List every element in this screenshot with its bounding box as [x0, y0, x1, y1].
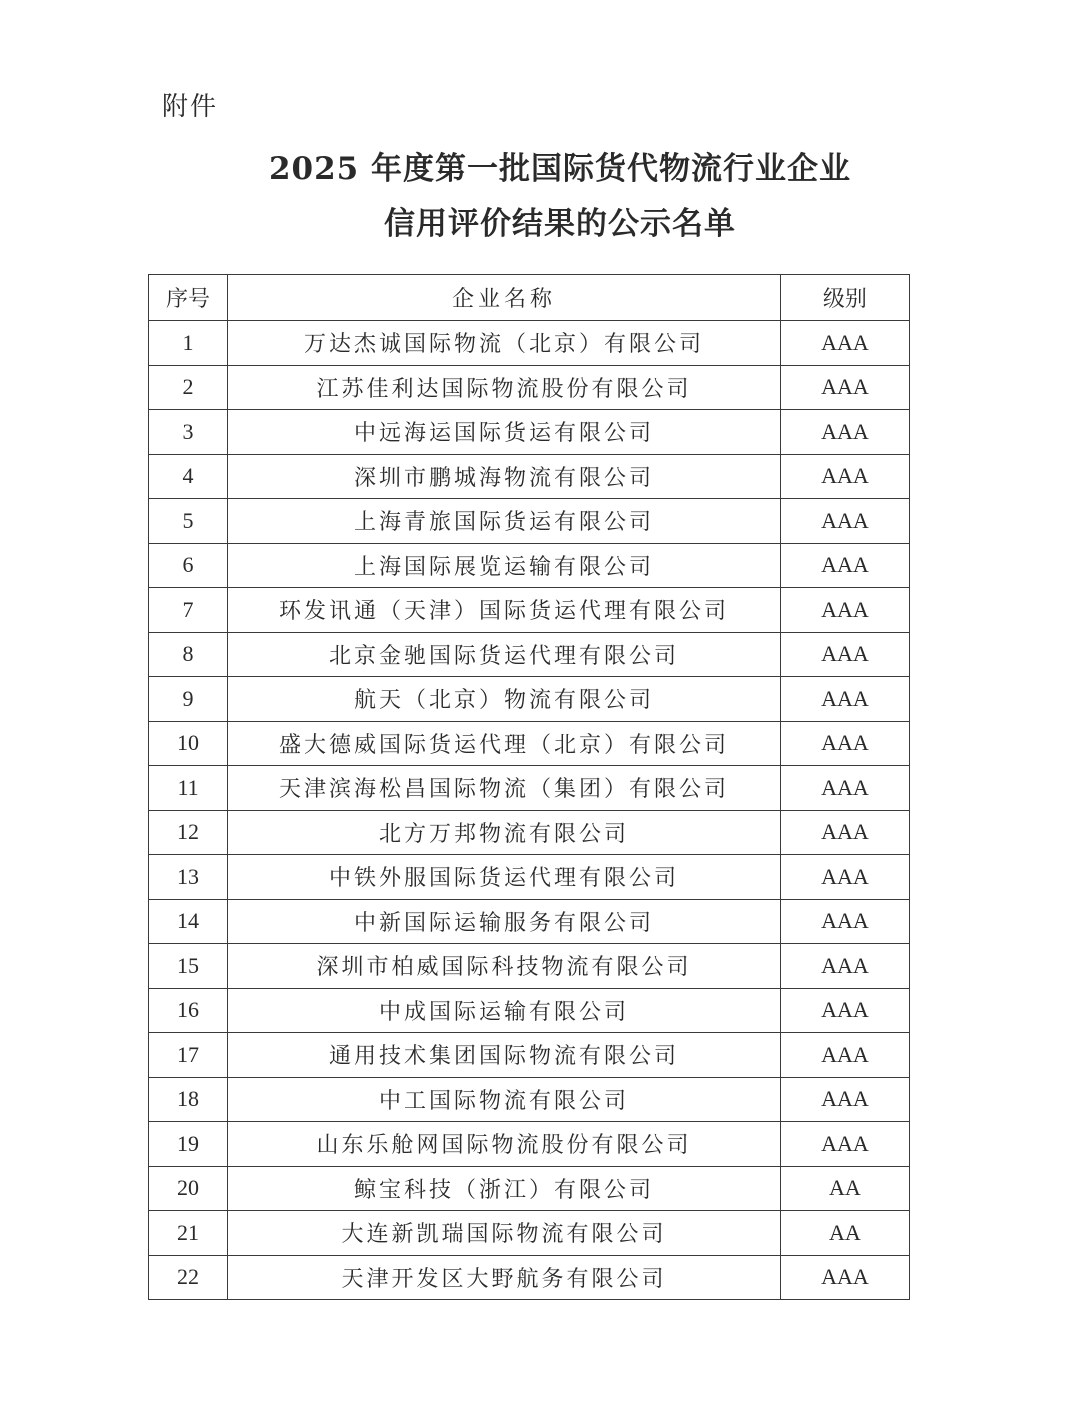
company-name: 北京金驰国际货运代理有限公司	[228, 632, 781, 677]
credit-level: AAA	[780, 321, 909, 366]
table-row	[149, 721, 910, 766]
attachment-label: 附件	[162, 92, 219, 122]
company-name: 盛大德威国际货运代理（北京）有限公司	[228, 721, 781, 766]
company-name: 深圳市柏威国际科技物流有限公司	[228, 944, 781, 989]
row-number: 11	[149, 766, 228, 811]
header-company-name: 企业名称	[228, 275, 781, 321]
credit-level: AAA	[780, 1122, 909, 1167]
credit-level: AAA	[780, 988, 909, 1033]
table-row	[149, 1077, 910, 1122]
credit-level: AA	[780, 1211, 909, 1256]
table-row	[149, 899, 910, 944]
credit-level: AAA	[780, 1077, 909, 1122]
table-row	[149, 543, 910, 588]
table-row	[149, 1122, 910, 1167]
table-row	[149, 499, 910, 544]
company-name: 鲸宝科技（浙江）有限公司	[228, 1166, 781, 1211]
document-title-line-1: 2025 年度第一批国际货代物流行业企业	[268, 151, 852, 187]
credit-level: AAA	[780, 365, 909, 410]
credit-results-table	[148, 274, 910, 1300]
company-name: 天津滨海松昌国际物流（集团）有限公司	[228, 766, 781, 811]
table-row	[149, 1211, 910, 1256]
row-number: 22	[149, 1255, 228, 1300]
credit-level: AAA	[780, 677, 909, 722]
table-row	[149, 588, 910, 633]
table-row	[149, 944, 910, 989]
credit-level: AA	[780, 1166, 909, 1211]
company-name: 深圳市鹏城海物流有限公司	[228, 454, 781, 499]
credit-level: AAA	[780, 1255, 909, 1300]
company-name: 中远海运国际货运有限公司	[228, 410, 781, 455]
table-row	[149, 454, 910, 499]
header-no: 序号	[149, 275, 228, 321]
row-number: 5	[149, 499, 228, 544]
table-row	[149, 988, 910, 1033]
table-row	[149, 810, 910, 855]
credit-level: AAA	[780, 632, 909, 677]
company-name: 中铁外服国际货运代理有限公司	[228, 855, 781, 900]
row-number: 18	[149, 1077, 228, 1122]
row-number: 6	[149, 543, 228, 588]
credit-level: AAA	[780, 1033, 909, 1078]
row-number: 4	[149, 454, 228, 499]
company-name: 天津开发区大野航务有限公司	[228, 1255, 781, 1300]
row-number: 7	[149, 588, 228, 633]
company-name: 上海青旅国际货运有限公司	[228, 499, 781, 544]
row-number: 1	[149, 321, 228, 366]
company-name: 山东乐舱网国际物流股份有限公司	[228, 1122, 781, 1167]
company-name: 中成国际运输有限公司	[228, 988, 781, 1033]
header-level: 级别	[780, 275, 909, 321]
row-number: 8	[149, 632, 228, 677]
row-number: 21	[149, 1211, 228, 1256]
company-name: 上海国际展览运输有限公司	[228, 543, 781, 588]
row-number: 14	[149, 899, 228, 944]
table-row	[149, 677, 910, 722]
company-name: 江苏佳利达国际物流股份有限公司	[228, 365, 781, 410]
table-row	[149, 365, 910, 410]
credit-level: AAA	[780, 543, 909, 588]
document-title-line-2: 信用评价结果的公示名单	[384, 206, 736, 242]
credit-level: AAA	[780, 499, 909, 544]
company-name: 中工国际物流有限公司	[228, 1077, 781, 1122]
credit-level: AAA	[780, 766, 909, 811]
company-name: 环发讯通（天津）国际货运代理有限公司	[228, 588, 781, 633]
table-row	[149, 410, 910, 455]
credit-level: AAA	[780, 855, 909, 900]
table-row	[149, 632, 910, 677]
row-number: 9	[149, 677, 228, 722]
row-number: 15	[149, 944, 228, 989]
company-name: 中新国际运输服务有限公司	[228, 899, 781, 944]
credit-level: AAA	[780, 588, 909, 633]
company-name: 万达杰诚国际物流（北京）有限公司	[228, 321, 781, 366]
table-body	[149, 321, 910, 1300]
credit-level: AAA	[780, 410, 909, 455]
company-name: 北方万邦物流有限公司	[228, 810, 781, 855]
row-number: 16	[149, 988, 228, 1033]
table-row	[149, 1255, 910, 1300]
row-number: 13	[149, 855, 228, 900]
credit-level: AAA	[780, 721, 909, 766]
row-number: 20	[149, 1166, 228, 1211]
row-number: 3	[149, 410, 228, 455]
table-header-row	[149, 275, 910, 321]
credit-level: AAA	[780, 944, 909, 989]
company-name: 大连新凯瑞国际物流有限公司	[228, 1211, 781, 1256]
row-number: 12	[149, 810, 228, 855]
table-row	[149, 1033, 910, 1078]
credit-level: AAA	[780, 810, 909, 855]
company-name: 通用技术集团国际物流有限公司	[228, 1033, 781, 1078]
row-number: 17	[149, 1033, 228, 1078]
credit-level: AAA	[780, 899, 909, 944]
row-number: 2	[149, 365, 228, 410]
table-row	[149, 1166, 910, 1211]
row-number: 10	[149, 721, 228, 766]
company-name: 航天（北京）物流有限公司	[228, 677, 781, 722]
table-row	[149, 766, 910, 811]
table-row	[149, 321, 910, 366]
credit-level: AAA	[780, 454, 909, 499]
row-number: 19	[149, 1122, 228, 1167]
table-row	[149, 855, 910, 900]
